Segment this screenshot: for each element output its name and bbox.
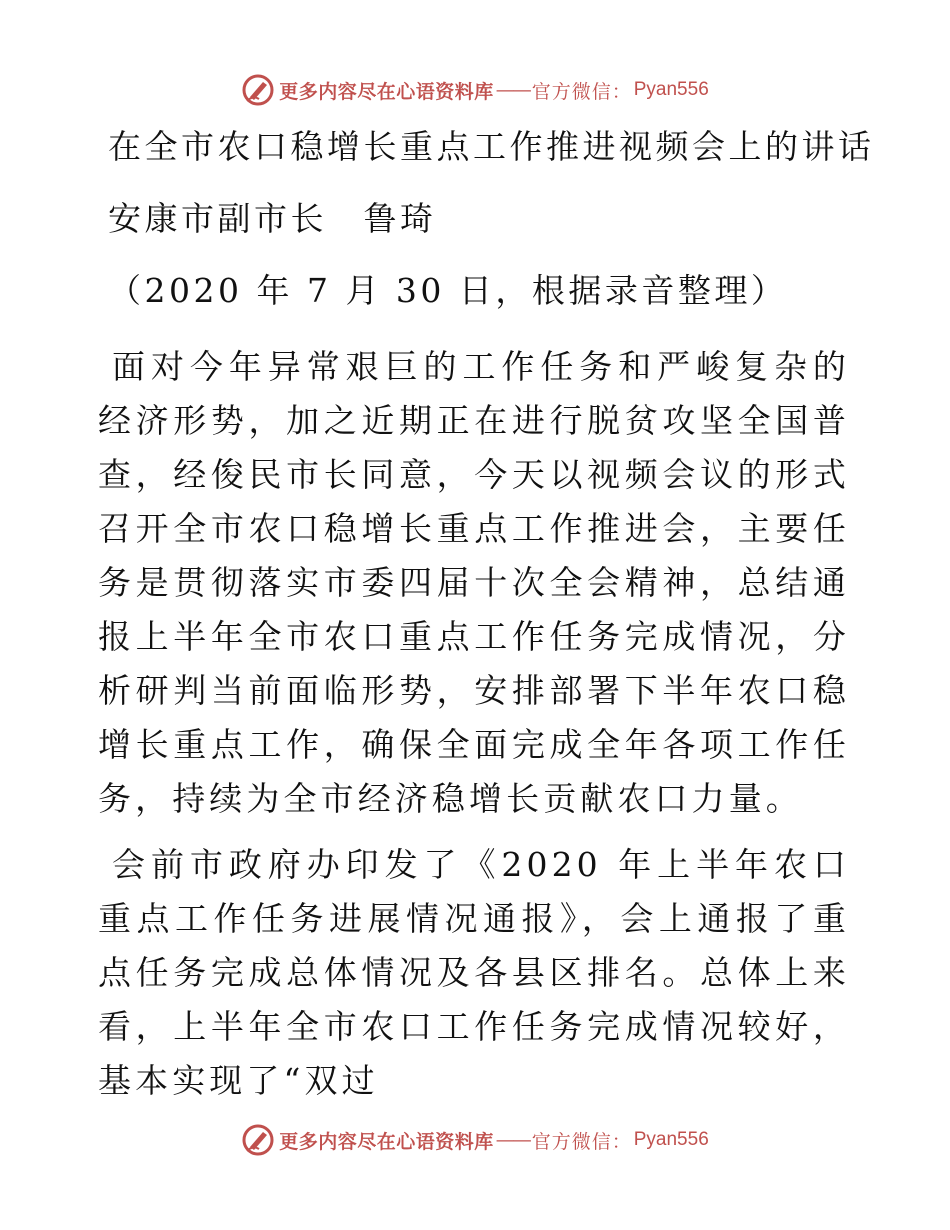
watermark-header <box>0 70 950 110</box>
document-title: 在全市农口稳增长重点工作推进视频会上的讲话 <box>108 127 875 166</box>
document-author: 安康市副市长 鲁琦 <box>108 199 437 238</box>
paragraph: 会前市政府办印发了《2020 年上半年农口重点工作任务进展情况通报》，会上通报了重点任务完成总体情况及各县区排名。总体上来看，上半年全市农口工作任务完成情况较好，基本实现了“双过 <box>98 845 850 1100</box>
watermark-dash: —— <box>495 1129 530 1151</box>
watermark-dash: —— <box>495 79 530 101</box>
watermark-main-text: 更多内容尽在心语资料库 <box>279 80 494 103</box>
watermark-label: 官方微信： <box>531 1130 632 1153</box>
document-date-note: （2020 年 7 月 30 日，根据录音整理） <box>108 271 788 310</box>
watermark-main-text: 更多内容尽在心语资料库 <box>279 1130 494 1153</box>
watermark-id: Pyan556 <box>633 1129 709 1150</box>
watermark-id: Pyan556 <box>633 79 709 100</box>
document-body <box>98 124 875 1120</box>
paragraph: 面对今年异常艰巨的工作任务和严峻复杂的经济形势，加之近期正在进行脱贫攻坚全国普查，经俊民市长同意，今天以视频会议的形式召开全市农口稳增长重点工作推进会，主要任务是贯彻落实市委四届十次全会精神，总结通报上半年全市农口重点工作任务完成情况，分析研判当前面临形势，安排部署下半年农口稳增长重点工作，确保全面完成全年各项工作任务，持续为全市经济稳增长贡献农口力量。 <box>98 347 850 818</box>
logo-icon <box>241 73 275 107</box>
watermark-label: 官方微信： <box>531 80 632 103</box>
watermark-footer <box>0 1120 950 1160</box>
logo-icon <box>241 1123 275 1157</box>
